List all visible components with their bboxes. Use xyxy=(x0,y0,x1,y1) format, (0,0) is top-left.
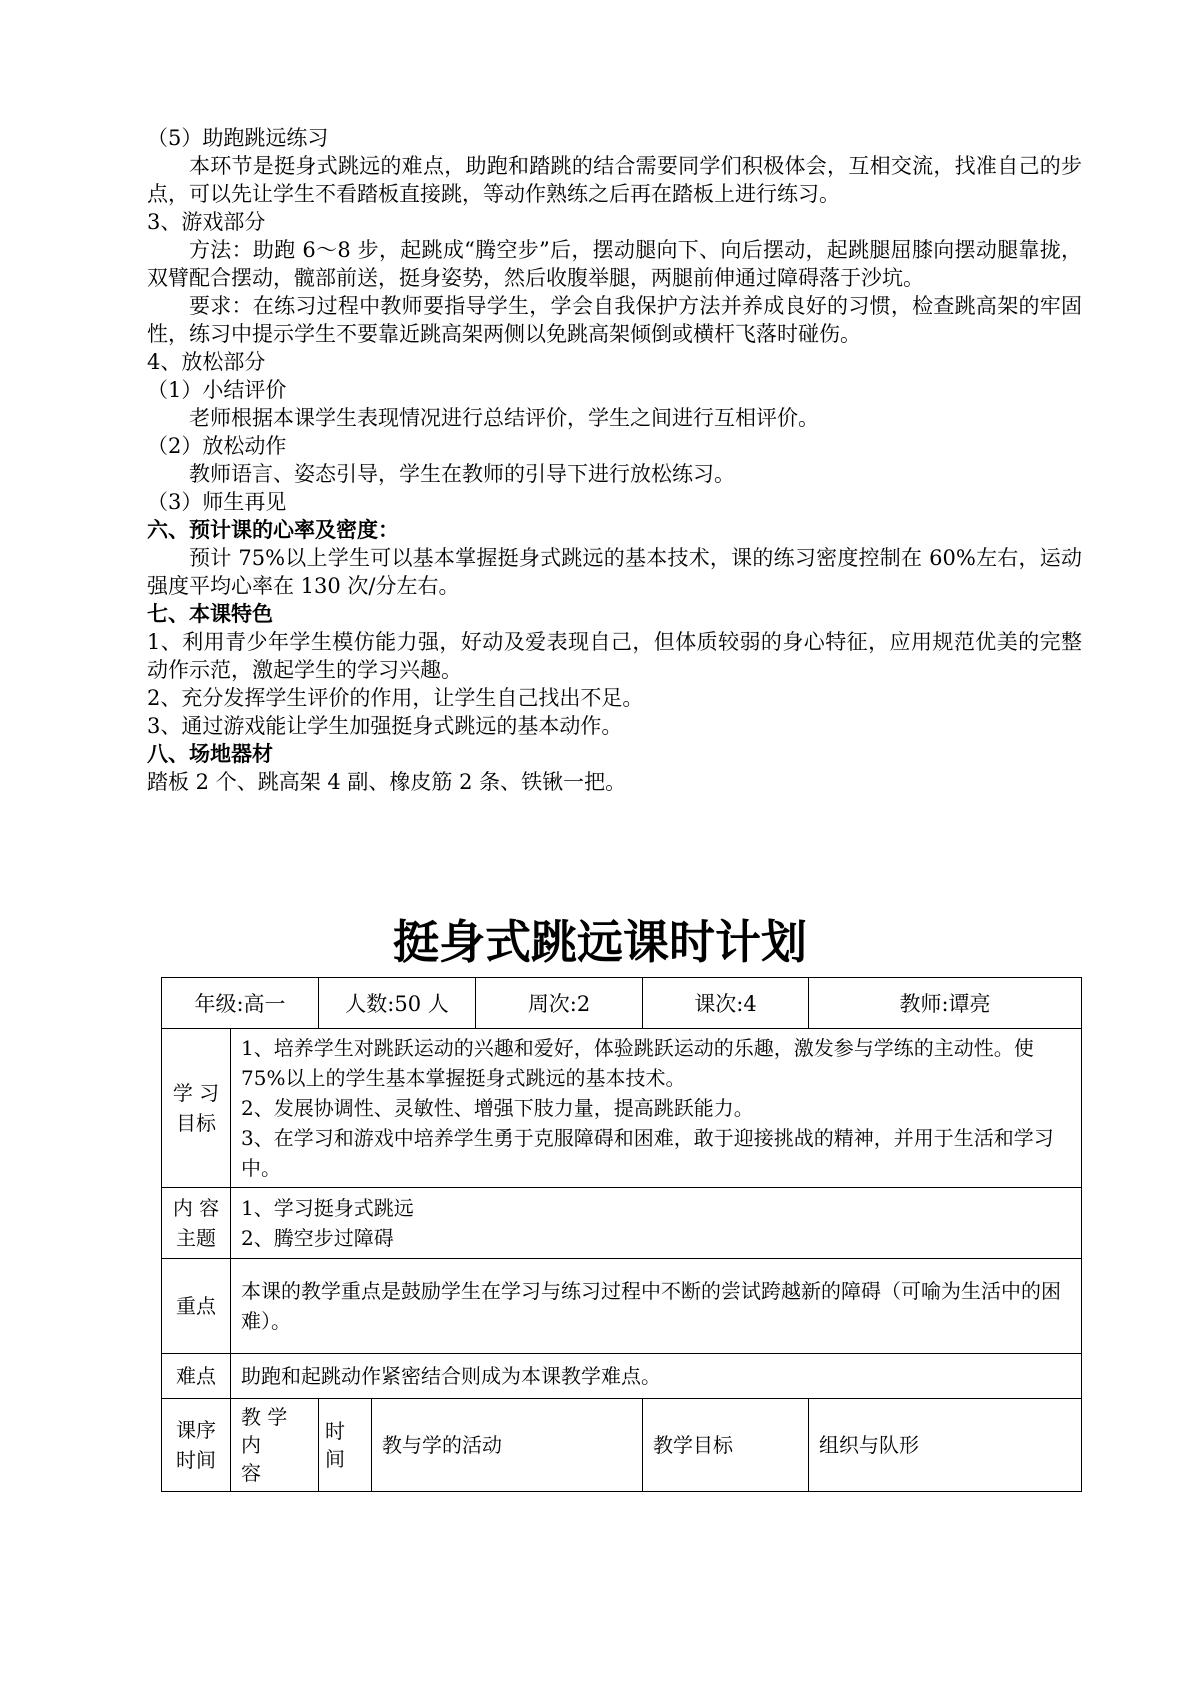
game-method-paragraph: 方法：助跑 6～8 步，起跳成“腾空步”后，摆动腿向下、向后摆动，起跳腿屈膝向摆动腿靠拢，双臂配合摆动，髋部前送，挺身姿势，然后收腹举腿，两腿前伸通过障碍落于沙坑。 xyxy=(147,238,1082,290)
content-label xyxy=(162,1188,231,1259)
goals-row xyxy=(162,1029,1082,1188)
goals-label-line-2: 目标 xyxy=(176,1111,216,1135)
relax-heading: 4、放松部分 xyxy=(147,350,266,374)
feature-3: 3、通过游戏能让学生加强挺身式跳远的基本动作。 xyxy=(147,714,623,738)
goal-2: 2、发展协调性、灵敏性、增强下肢力量，提高跳跃能力。 xyxy=(241,1096,754,1120)
goal-3: 3、在学习和游戏中培养学生勇于克服障碍和困难，敢于迎接挑战的精神，并用于生活和学习中。 xyxy=(241,1126,1054,1180)
col-time-line-1: 时 xyxy=(325,1419,346,1443)
section8-heading: 八、场地器材 xyxy=(147,741,273,766)
goodbye-line: （3）师生再见 xyxy=(147,490,287,514)
section7-heading: 七、本课特色 xyxy=(147,601,273,626)
col-org: 组织与队形 xyxy=(809,1399,1082,1492)
run-up-paragraph: 本环节是挺身式跳远的难点，助跑和踏跳的结合需要同学们积极体会，互相交流，找准自己的步点，可以先让学生不看踏板直接跳，等动作熟练之后再在踏板上进行练习。 xyxy=(147,154,1082,206)
goals-label xyxy=(162,1029,231,1188)
teacher-cell: 教师:谭亮 xyxy=(809,978,1082,1029)
summary-text: 老师根据本课学生表现情况进行总结评价，学生之间进行互相评价。 xyxy=(189,406,819,430)
col-content-line-2: 容 xyxy=(241,1461,261,1485)
lesson-plan-table xyxy=(161,977,1082,1492)
column-header-row xyxy=(162,1399,1082,1492)
run-up-heading: （5）助跑跳远练习 xyxy=(147,126,329,150)
col-goal: 教学目标 xyxy=(643,1399,809,1492)
content-label-line-1: 内 容 xyxy=(172,1196,220,1220)
section6-heading: 六、预计课的心率及密度： xyxy=(147,517,399,542)
feature-1: 1、利用青少年学生模仿能力强，好动及爱表现自己，但体质较弱的身心特征，应用规范优美的完整动作示范，激起学生的学习兴趣。 xyxy=(147,630,1082,682)
plan-title: 挺身式跳远课时计划 xyxy=(393,915,807,969)
content-1: 1、学习挺身式跳远 xyxy=(241,1196,414,1220)
lesson-cell: 课次:4 xyxy=(643,978,809,1029)
count-cell: 人数:50 人 xyxy=(319,978,476,1029)
equipment-line: 踏板 2 个、跳高架 4 副、橡皮筋 2 条、铁锹一把。 xyxy=(147,770,627,794)
key-row xyxy=(162,1259,1082,1354)
game-requirement-paragraph: 要求：在练习过程中教师要指导学生，学会自我保护方法并养成良好的习惯，检查跳高架的牢固性，练习中提示学生不要靠近跳高架两侧以免跳高架倾倒或横杆飞落时碰伤。 xyxy=(147,294,1082,346)
content-row xyxy=(162,1188,1082,1259)
relax-move-text: 教师语言、姿态引导，学生在教师的引导下进行放松练习。 xyxy=(189,462,735,486)
section6-paragraph: 预计 75%以上学生可以基本掌握挺身式跳远的基本技术，课的练习密度控制在 60%左右，运动强度平均心率在 130 次/分左右。 xyxy=(147,546,1082,598)
goals-cell xyxy=(231,1029,1082,1188)
key-label: 重点 xyxy=(162,1259,231,1354)
document-body xyxy=(147,124,1082,796)
col-time-line-2: 间 xyxy=(325,1447,346,1471)
difficulty-row xyxy=(162,1354,1082,1399)
game-heading: 3、游戏部分 xyxy=(147,210,266,234)
difficulty-label: 难点 xyxy=(162,1354,231,1399)
content-2: 2、腾空步过障碍 xyxy=(241,1226,394,1250)
difficulty-cell: 助跑和起跳动作紧密结合则成为本课教学难点。 xyxy=(231,1354,1082,1399)
content-label-line-2: 主题 xyxy=(176,1226,216,1250)
col-activity: 教与学的活动 xyxy=(372,1399,643,1492)
relax-move-heading: （2）放松动作 xyxy=(147,434,287,458)
content-cell xyxy=(231,1188,1082,1259)
col-order-line-1: 课序 xyxy=(176,1418,216,1442)
goal-1: 1、培养学生对跳跃运动的兴趣和爱好，体验跳跃运动的乐趣，激发参与学练的主动性。使75%以上的学生基本掌握挺身式跳远的基本技术。 xyxy=(241,1036,1034,1090)
summary-heading: （1）小结评价 xyxy=(147,378,287,402)
feature-2: 2、充分发挥学生评价的作用，让学生自己找出不足。 xyxy=(147,686,644,710)
header-row xyxy=(162,978,1082,1029)
key-cell: 本课的教学重点是鼓励学生在学习与练习过程中不断的尝试跨越新的障碍（可喻为生活中的困难）。 xyxy=(231,1259,1082,1354)
col-content-line-1: 教 学 内 xyxy=(241,1405,288,1457)
col-content xyxy=(231,1399,319,1492)
col-time xyxy=(319,1399,372,1492)
goals-label-line-1: 学 习 xyxy=(172,1081,220,1105)
col-order-line-2: 时间 xyxy=(176,1448,216,1472)
col-order xyxy=(162,1399,231,1492)
grade-cell: 年级:高一 xyxy=(162,978,319,1029)
week-cell: 周次:2 xyxy=(476,978,643,1029)
